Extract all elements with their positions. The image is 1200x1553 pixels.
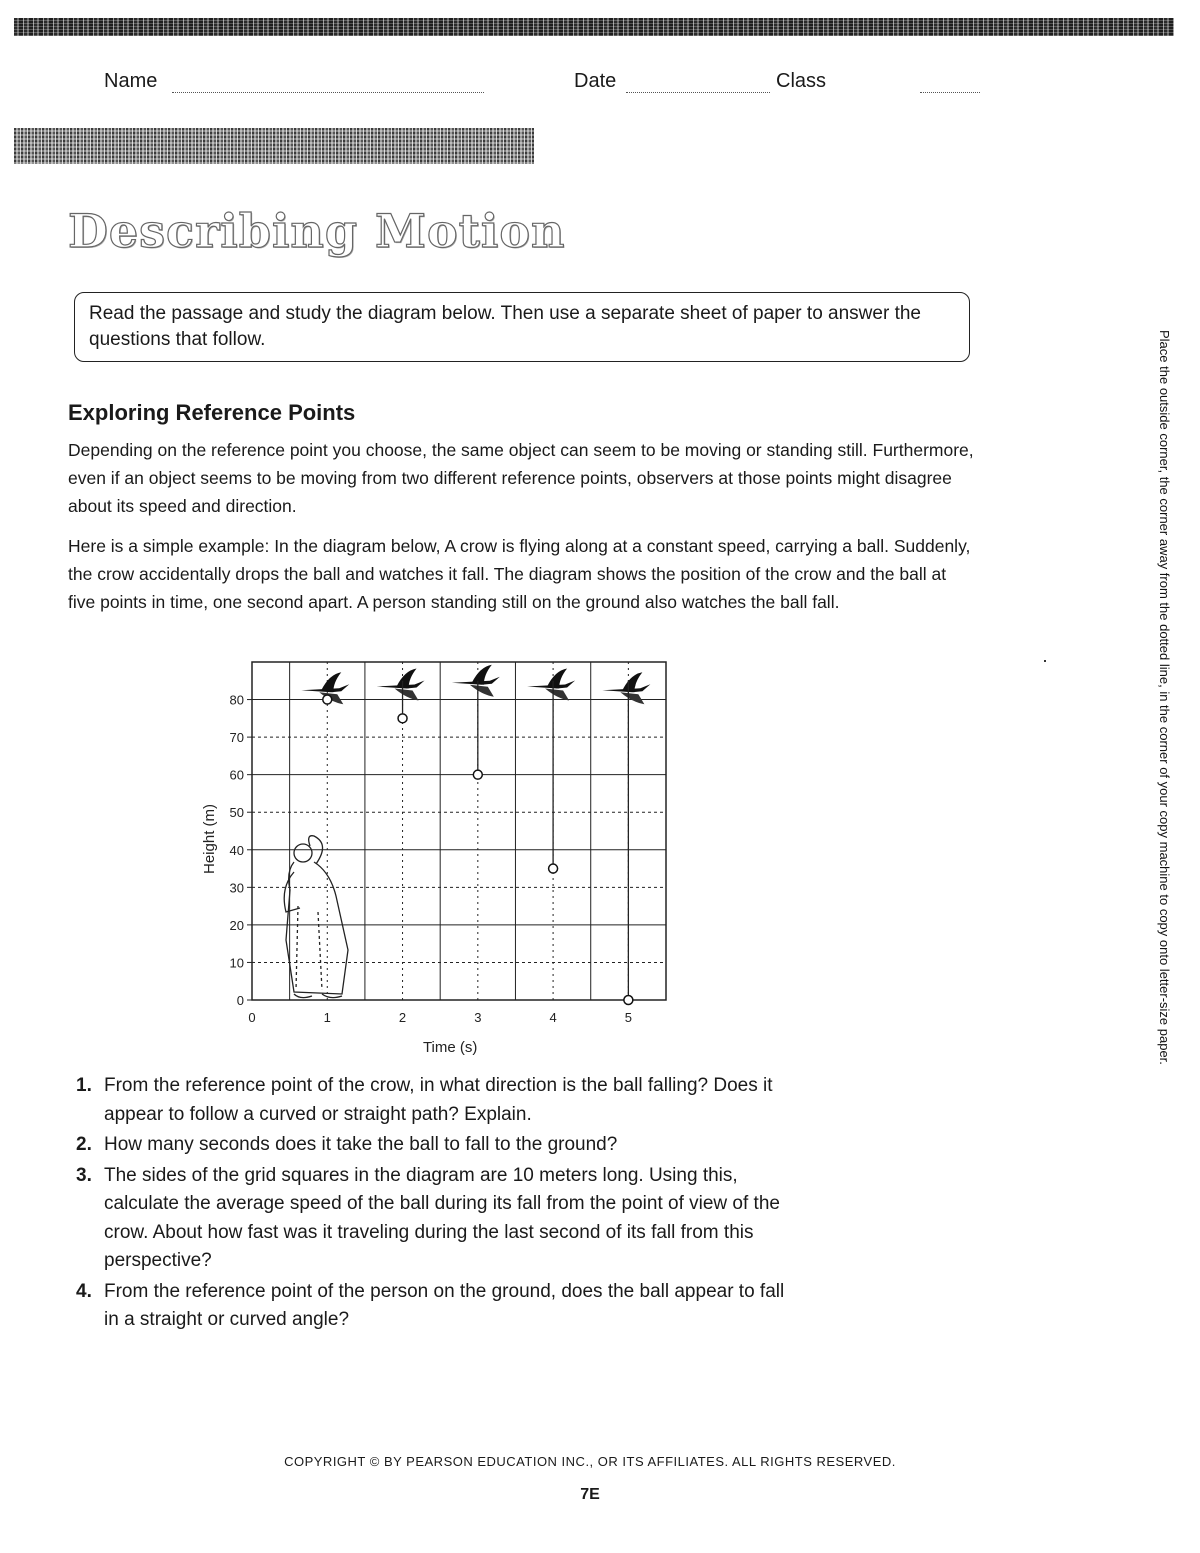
- y-tick-label: 60: [229, 767, 244, 783]
- question-number: 2.: [76, 1134, 92, 1155]
- paragraph-1: Depending on the reference point you choose, the same object can seem to be moving or standing still. Furthermore, even if an object seems to be moving from two different reference points, observers at those points might disagree about its speed and direction.: [68, 440, 974, 516]
- name-field-line[interactable]: [172, 92, 484, 93]
- y-tick-label: 10: [229, 955, 244, 971]
- person-figure: [284, 836, 348, 998]
- ball-point: [473, 770, 482, 779]
- motion-diagram: [190, 650, 690, 1060]
- crow-icon: [527, 669, 575, 701]
- question-4: [76, 1278, 796, 1335]
- x-tick-label: 5: [624, 1010, 632, 1025]
- y-tick-label: 20: [229, 917, 244, 933]
- ball-point: [549, 864, 558, 873]
- y-axis-label: Height (m): [201, 803, 218, 875]
- page-number: 7E: [580, 1486, 600, 1503]
- date-label: Date: [574, 70, 617, 92]
- crow-tail: [545, 689, 569, 701]
- x-tick-label: 4: [549, 1010, 557, 1025]
- crow-tail: [395, 689, 419, 701]
- questions-list: [76, 1072, 796, 1337]
- y-tick-label: 40: [229, 842, 244, 858]
- chart-svg: [190, 650, 690, 1060]
- question-number: 1.: [76, 1075, 92, 1096]
- name-label: Name: [104, 70, 158, 92]
- date-field-line[interactable]: [626, 92, 770, 93]
- top-decorative-bar: [14, 18, 1174, 36]
- question-text: The sides of the grid squares in the diagram are 10 meters long. Using this, calculate the average speed of the ball during its fall from the point of view of the crow. About how fast was it traveling during the last second of its fall from this perspective?: [104, 1164, 780, 1271]
- ball-point: [323, 695, 332, 704]
- y-tick-label: 80: [229, 692, 244, 708]
- y-tick-label: 0: [236, 993, 244, 1008]
- class-field-line[interactable]: [920, 92, 980, 93]
- instructions-box: Read the passage and study the diagram below. Then use a separate sheet of paper to answer the questions that follow.: [74, 292, 970, 362]
- chapter-tag-bar: [14, 128, 534, 164]
- crow-icon: [377, 669, 425, 701]
- question-2: [76, 1131, 796, 1160]
- question-text: From the reference point of the person on the ground, does the ball appear to fall in a straight or curved angle?: [104, 1280, 785, 1330]
- y-tick-label: 50: [229, 805, 244, 821]
- ball-point: [398, 714, 407, 723]
- question-text: From the reference point of the crow, in what direction is the ball falling? Does it appear to follow a curved or straight path? Explain.: [104, 1075, 773, 1125]
- paragraph-2: Here is a simple example: In the diagram below, A crow is flying along at a constant speed, carrying a ball. Suddenly, the crow accidentally drops the ball and watches it fall. The diagram shows the position of the crow and the ball at five points in time, one second apart. A person standing still on the ground also watches the ball fall.: [68, 536, 971, 612]
- x-tick-label: 1: [323, 1010, 331, 1025]
- copy-instructions-note: Place the outside corner, the corner away from the dotted line, in the corner of your copy machine to copy onto letter-size paper.: [1157, 330, 1172, 1065]
- crow-icon: [452, 665, 500, 697]
- x-tick-label: 0: [248, 1010, 256, 1025]
- class-label: Class: [776, 70, 827, 92]
- crow-tail: [620, 692, 644, 704]
- question-1: [76, 1072, 796, 1129]
- crow-tail: [470, 685, 494, 697]
- question-number: 4.: [76, 1280, 92, 1302]
- ball-point: [624, 996, 633, 1005]
- page-title: Describing Motion: [68, 204, 566, 258]
- question-text: How many seconds does it take the ball to fall to the ground?: [104, 1134, 618, 1155]
- stray-mark: [1044, 660, 1046, 662]
- plot-frame: [252, 662, 666, 1000]
- question-number: 3.: [76, 1164, 92, 1186]
- question-3: [76, 1162, 796, 1276]
- section-heading: Exploring Reference Points: [68, 400, 356, 425]
- x-tick-label: 3: [474, 1010, 482, 1025]
- y-tick-label: 30: [229, 880, 244, 896]
- x-tick-label: 2: [398, 1010, 407, 1025]
- y-tick-label: 70: [229, 730, 244, 746]
- copyright-footer: COPYRIGHT © BY PEARSON EDUCATION INC., OR ITS AFFILIATES. ALL RIGHTS RESERVED.: [284, 1454, 896, 1469]
- x-axis-label: Time (s): [422, 1039, 478, 1056]
